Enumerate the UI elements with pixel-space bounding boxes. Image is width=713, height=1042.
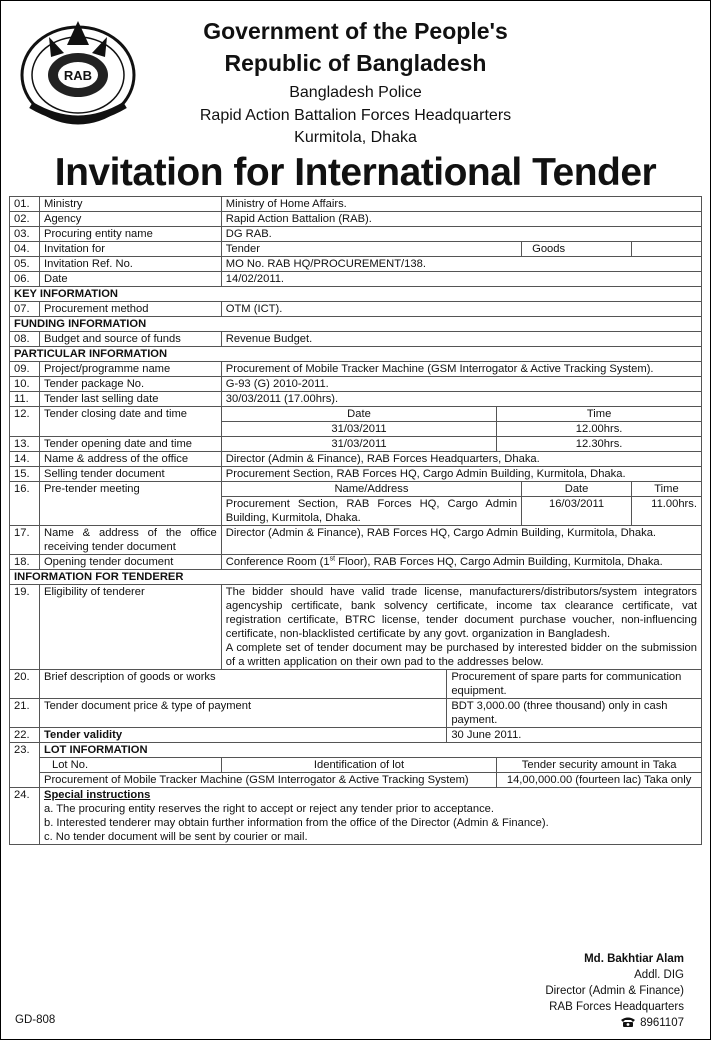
row-number: 10. [10,377,40,392]
opening-time: 12.30hrs. [497,437,702,452]
row-label: Invitation Ref. No. [39,257,221,272]
table-row [10,526,702,555]
row-value: Procurement of spare parts for communication equipment. [447,670,702,699]
row-value: BDT 3,000.00 (three thousand) only in cash payment. [447,699,702,728]
row-number: 15. [10,467,40,482]
row-value: Procurement of Mobile Tracker Machine (GSM Interrogator & Active Tracking System). [221,362,701,377]
row-label: Name & address of the office receiving tender document [39,526,221,555]
lot-number-header: Lot No. [39,758,221,773]
telephone-icon [620,1016,636,1027]
row-number: 16. [10,482,40,526]
date-header: Date [522,482,632,497]
row-label: Eligibility of tenderer [39,585,221,670]
table-row [10,407,702,422]
logo-text: RAB [63,68,93,83]
table-row [10,227,702,242]
table-row [10,670,702,699]
security-amount-header: Tender security amount in Taka [497,758,702,773]
meeting-time: 11.00hrs. [631,497,701,526]
closing-time: 12.00hrs. [497,422,702,437]
table-row [10,699,702,728]
instruction-a: a. The procuring entity reserves the right to accept or reject any tender prior to acceptance. [43,803,495,815]
row-number: 17. [10,526,40,555]
row-value: 14/02/2011. [221,272,701,287]
table-row [10,362,702,377]
table-row [10,272,702,287]
row-number: 22. [10,728,40,743]
row-label: Tender last selling date [39,392,221,407]
footer-code: GD-808 [15,1014,56,1026]
table-row [10,197,702,212]
header-line-5: Kurmitola, Dhaka [294,129,417,146]
row-label: Opening tender document [39,555,221,570]
row-value [221,585,701,670]
table-row [10,482,702,497]
table-row [10,257,702,272]
value-text: Floor), RAB Forces HQ, Cargo Admin Building, Kurmitola, Dhaka. [335,556,663,568]
tender-table [9,196,702,845]
row-number: 12. [10,407,40,437]
security-amount: 14,00,000.00 (fourteen lac) Taka only [497,773,702,788]
section-heading [10,317,702,332]
instruction-c: c. No tender document will be sent by courier or mail. [43,831,308,843]
row-number: 19. [10,585,40,670]
empty-cell [631,242,701,257]
row-number: 14. [10,452,40,467]
row-label: Brief description of goods or works [39,670,446,699]
row-label: Tender package No. [39,377,221,392]
table-row [10,758,702,773]
row-value: Revenue Budget. [221,332,701,347]
table-row [10,452,702,467]
section-funding-information: FUNDING INFORMATION [10,317,702,332]
row-value: Tender [221,242,521,257]
row-number: 18. [10,555,40,570]
row-label: Budget and source of funds [39,332,221,347]
header-line-4: Rapid Action Battalion Forces Headquarters [199,107,512,124]
row-label: Pre-tender meeting [39,482,221,526]
signature-block [545,951,684,1031]
phone-line [545,1015,684,1031]
date-header: Date [221,407,496,422]
lot-information-heading: LOT INFORMATION [39,743,701,758]
value-text: Conference Room (1 [225,556,330,568]
row-label: Tender closing date and time [39,407,221,437]
superscript: st [329,555,336,563]
table-row [10,788,702,845]
table-row [10,743,702,758]
row-value-goods: Goods [522,242,632,257]
header-line-3: Bangladesh Police [289,84,422,101]
special-instructions-heading: Special instructions [43,789,151,801]
table-row [10,332,702,347]
row-value: Procurement Section, RAB Forces HQ, Cargo Admin Building, Kurmitola, Dhaka. [221,467,701,482]
row-number: 13. [10,437,40,452]
row-number: 02. [10,212,40,227]
table-row [10,377,702,392]
row-value: Ministry of Home Affairs. [221,197,701,212]
section-particular-information: PARTICULAR INFORMATION [10,347,702,362]
row-label: Name & address of the office [39,452,221,467]
time-header: Time [497,407,702,422]
special-instructions [39,788,701,845]
signatory-title-1: Addl. DIG [634,969,684,981]
row-number: 11. [10,392,40,407]
section-information-for-tenderer: INFORMATION FOR TENDERER [10,570,702,585]
row-label: Procuring entity name [39,227,221,242]
page-title: Invitation for International Tender [54,151,657,194]
table-row [10,773,702,788]
row-label: Selling tender document [39,467,221,482]
meeting-address: Procurement Section, RAB Forces HQ, Cargo Admin Building, Kurmitola, Dhaka. [221,497,521,526]
row-label: Invitation for [39,242,221,257]
row-number: 06. [10,272,40,287]
row-number: 07. [10,302,40,317]
row-label: Project/programme name [39,362,221,377]
row-label: Ministry [39,197,221,212]
closing-date: 31/03/2011 [221,422,496,437]
table-row [10,467,702,482]
row-label: Agency [39,212,221,227]
table-row [10,242,702,257]
row-value: G-93 (G) 2010-2011. [221,377,701,392]
section-heading [10,570,702,585]
row-label: Procurement method [39,302,221,317]
row-number: 21. [10,699,40,728]
row-number: 24. [10,788,40,845]
row-number: 05. [10,257,40,272]
table-row [10,302,702,317]
row-value [221,555,701,570]
row-label: Tender opening date and time [39,437,221,452]
table-row [10,555,702,570]
table-row [10,392,702,407]
row-value: Director (Admin & Finance), RAB Forces Headquarters, Dhaka. [221,452,701,467]
row-number: 03. [10,227,40,242]
meeting-date: 16/03/2011 [522,497,632,526]
row-number: 09. [10,362,40,377]
time-header: Time [631,482,701,497]
table-row [10,728,702,743]
row-value: Rapid Action Battalion (RAB). [221,212,701,227]
header [1,1,710,196]
row-label: Date [39,272,221,287]
section-key-information: KEY INFORMATION [10,287,702,302]
opening-date: 31/03/2011 [221,437,496,452]
table-row [10,585,702,670]
signatory-title-3: RAB Forces Headquarters [549,1001,684,1013]
row-value: Director (Admin & Finance), RAB Forces HQ, Cargo Admin Building, Kurmitola, Dhaka. [221,526,701,555]
row-number: 20. [10,670,40,699]
signatory-title-2: Director (Admin & Finance) [545,985,684,997]
row-number: 04. [10,242,40,257]
row-number: 23. [10,743,40,788]
section-heading [10,347,702,362]
eligibility-text: The bidder should have valid trade license, manufacturers/distributors/system integrators agencyship certificate, bank solvency certificate, income tax clearance certificate, vat registration certificate, BTRC license, tender document purchase voucher, non-influencing certificate, non-blacklisted certificate by any govt. organization in Bangladesh. [225,586,697,640]
row-value: 30 June 2011. [447,728,702,743]
row-number: 01. [10,197,40,212]
row-value: MO No. RAB HQ/PROCUREMENT/138. [221,257,701,272]
table-row [10,212,702,227]
row-number: 08. [10,332,40,347]
header-line-2: Republic of Bangladesh [224,50,487,76]
lot-identification: Procurement of Mobile Tracker Machine (GSM Interrogator & Active Tracking System) [39,773,496,788]
document-purchase-text: A complete set of tender document may be purchased by interested bidder on the submission of a written application on their own pad to the addresses below. [225,642,697,668]
row-label: Tender document price & type of payment [39,699,446,728]
row-value: 30/03/2011 (17.00hrs). [221,392,701,407]
phone-number: 8961107 [640,1017,684,1029]
lot-identification-header: Identification of lot [221,758,496,773]
row-value: DG RAB. [221,227,701,242]
row-label: Tender validity [39,728,446,743]
signatory-name: Md. Bakhtiar Alam [584,953,684,965]
section-heading [10,287,702,302]
header-line-1: Government of the People's [203,18,508,44]
table-row [10,437,702,452]
name-address-header: Name/Address [221,482,521,497]
instruction-b: b. Interested tenderer may obtain further information from the office of the Director (Admin & Finance). [43,817,549,829]
row-value: OTM (ICT). [221,302,701,317]
